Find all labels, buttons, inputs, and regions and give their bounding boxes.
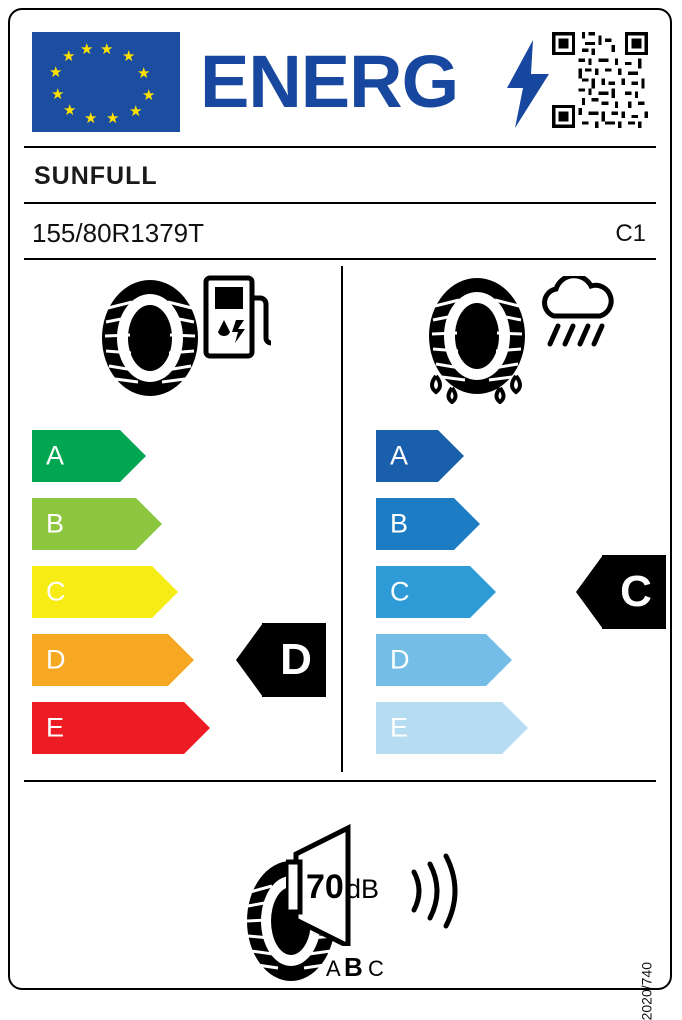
regulation-reference: 2020/740 [638, 962, 654, 1020]
fuel-grade-D [32, 634, 168, 686]
tyre-class: C1 [615, 220, 646, 247]
speaker-icon [286, 824, 404, 946]
fuel-grade-E-label: E [46, 712, 65, 743]
tyre-size: 155/80R1379T [32, 218, 205, 248]
noise-unit: dB [346, 874, 380, 904]
wet-grade-A-label: A [390, 440, 409, 471]
rain-cloud-icon [534, 276, 618, 360]
noise-class-b: B [344, 952, 363, 982]
fuel-grade-C [32, 566, 152, 618]
fuel-grade-B-label: B [46, 508, 65, 539]
wet-grade-C [376, 566, 470, 618]
wet-grade-A [376, 430, 438, 482]
wet-grade-E [376, 702, 502, 754]
wet-grade-C-label: C [390, 576, 410, 607]
fuel-grade-B [32, 498, 136, 550]
qr-code-icon [552, 32, 648, 128]
wet-rating-badge [576, 555, 666, 629]
noise-class-c: C [368, 956, 384, 981]
wet-grade-B [376, 498, 454, 550]
fuel-rating-value: D [280, 635, 312, 684]
wet-grade-E-label: E [390, 712, 409, 743]
noise-value: 70 [306, 868, 344, 906]
noise-class-a: A [326, 956, 341, 981]
wet-grade-D [376, 634, 486, 686]
lightning-bolt-icon [507, 40, 549, 128]
fuel-grade-A-label: A [46, 440, 65, 471]
fuel-grade-E [32, 702, 184, 754]
fuel-grade-C-label: C [46, 576, 66, 607]
sound-waves-icon [408, 848, 464, 934]
fuel-pump-icon [202, 272, 272, 362]
energy-label-card [8, 8, 672, 1020]
wet-rating-value: C [620, 567, 652, 616]
divider-brand [24, 202, 656, 204]
divider-size [24, 258, 656, 260]
eu-flag-icon: ★ ★ ★ ★ ★ ★ ★ ★ ★ ★ ★ ★ [32, 32, 180, 132]
fuel-rating-badge [236, 623, 326, 697]
divider-top [24, 146, 656, 148]
vertical-divider [341, 266, 343, 772]
wet-grade-B-label: B [390, 508, 409, 539]
divider-bottom [24, 780, 656, 782]
fuel-grade-A [32, 430, 120, 482]
tyre-icon [98, 278, 202, 398]
wet-grade-D-label: D [390, 644, 410, 675]
energy-wordmark: ENERG [200, 40, 459, 123]
brand-name: SUNFULL [34, 162, 158, 190]
tyre-wet-icon [422, 278, 540, 404]
fuel-grade-D-label: D [46, 644, 66, 675]
